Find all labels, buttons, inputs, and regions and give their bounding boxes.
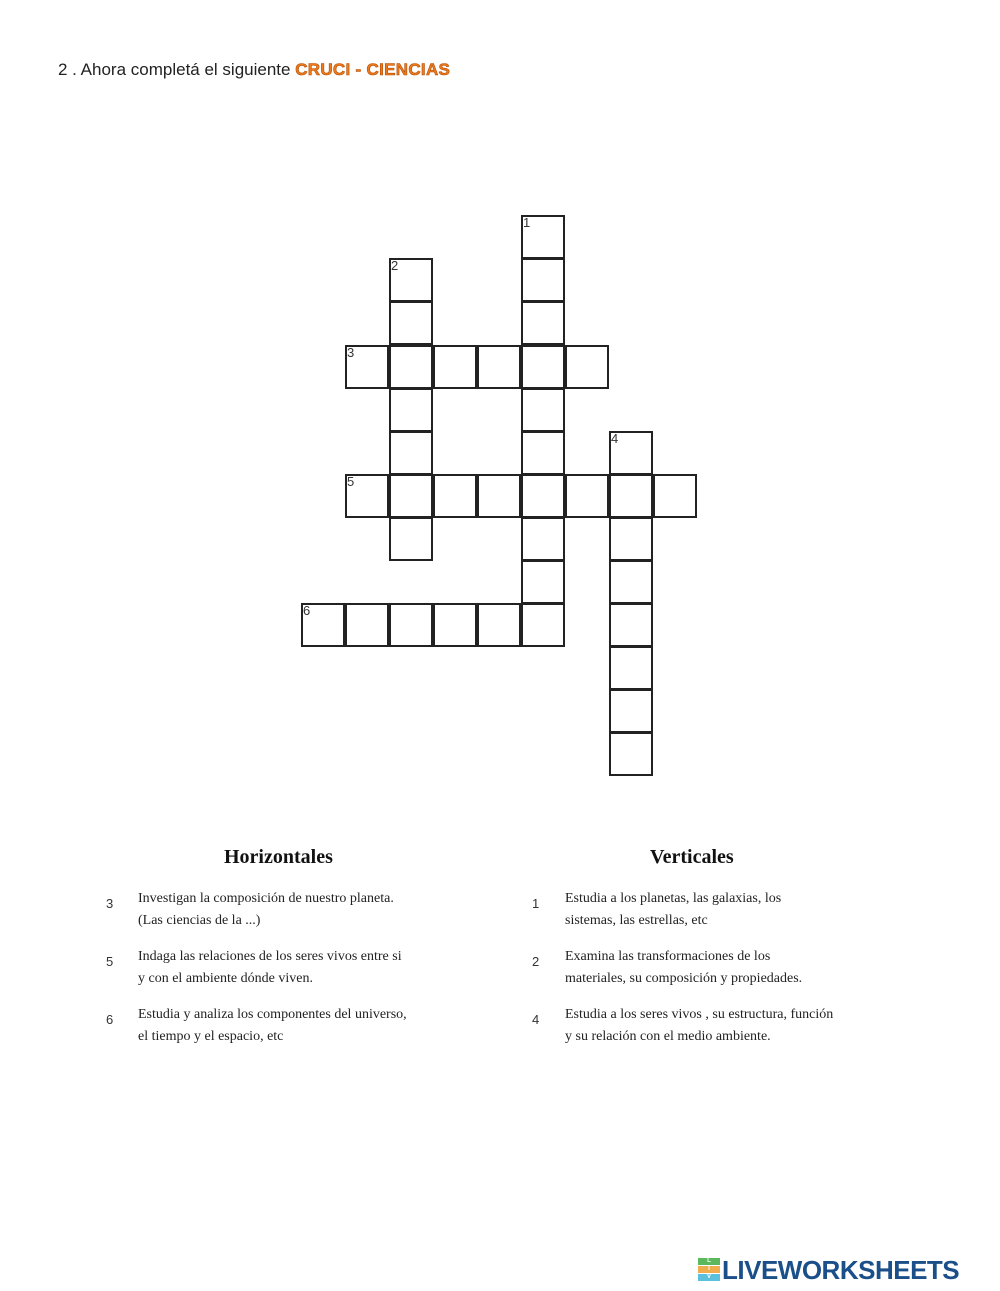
logo-text: LIVEWORKSHEETS [722,1254,960,1285]
crossword-cell[interactable] [521,388,565,432]
horizontales-heading: Horizontales [224,846,333,868]
crossword-cell[interactable] [389,258,433,302]
crossword-cell[interactable] [389,431,433,475]
clue-line: Estudia a los planetas, las galaxias, los [565,891,782,906]
clue-line: Indaga las relaciones de los seres vivos entre si [138,949,402,964]
clue-number-label: 5 [347,474,355,489]
crossword-cell[interactable] [345,474,389,518]
clue-number-label: 1 [523,215,531,230]
clue-text [565,946,802,990]
crossword-cell[interactable] [609,431,653,475]
crossword-cell[interactable] [565,474,609,518]
clue-number: 6 [106,1012,114,1027]
crossword-cell[interactable] [653,474,697,518]
clue-number: 1 [532,896,540,911]
crossword-cell[interactable] [609,732,653,776]
clue-line: Investigan la composición de nuestro planeta. [138,891,394,906]
crossword-cell[interactable] [521,215,565,259]
crossword-title-highlight: CRUCI - CIENCIAS [295,60,451,79]
instruction-text: 2 . Ahora completá el siguiente [58,60,296,79]
badge-letter: L [698,1258,720,1265]
crossword-cell[interactable] [521,301,565,345]
crossword-cell[interactable] [389,301,433,345]
crossword-cell[interactable] [477,603,521,647]
clue-number-label: 3 [347,345,355,360]
clue-number: 5 [106,954,114,969]
crossword-cell[interactable] [433,345,477,389]
crossword-cell[interactable] [301,603,345,647]
crossword-cell[interactable] [345,345,389,389]
clue-number-label: 6 [303,603,311,618]
crossword-cell[interactable] [389,388,433,432]
clue-number-label: 2 [391,258,399,273]
crossword-cell[interactable] [609,603,653,647]
verticales-heading: Verticales [650,846,734,868]
crossword-cell[interactable] [609,560,653,604]
clue-text [565,1004,833,1048]
crossword-cell[interactable] [389,474,433,518]
clue-line: y con el ambiente dónde viven. [138,971,313,986]
crossword-cell[interactable] [521,258,565,302]
clue-line: Examina las transformaciones de los [565,949,771,964]
crossword-cell[interactable] [609,474,653,518]
clue-line: Estudia y analiza los componentes del universo, [138,1007,407,1022]
clue-number: 3 [106,896,114,911]
clue-line: Estudia a los seres vivos , su estructura, función [565,1007,834,1022]
crossword-cell[interactable] [389,603,433,647]
crossword-cell[interactable] [389,345,433,389]
crossword-cell[interactable] [565,345,609,389]
clue-number-label: 4 [611,431,619,446]
crossword-cell[interactable] [345,603,389,647]
crossword-cell[interactable] [433,603,477,647]
crossword-cell[interactable] [521,603,565,647]
logo-badge-icon [698,1258,720,1282]
clue-number: 2 [532,954,540,969]
crossword-cell[interactable] [609,517,653,561]
instruction-title [58,60,450,80]
crossword-cell[interactable] [609,646,653,690]
crossword-cell[interactable] [389,517,433,561]
badge-letter: V [698,1274,720,1281]
clue-line: sistemas, las estrellas, etc [565,913,708,928]
crossword-cell[interactable] [609,689,653,733]
clue-text [138,1004,407,1048]
clue-text [138,888,394,932]
clue-text [565,888,781,932]
crossword-cell[interactable] [521,517,565,561]
clue-line: (Las ciencias de la ...) [138,913,261,928]
crossword-cell[interactable] [433,474,477,518]
crossword-cell[interactable] [521,474,565,518]
crossword-cell[interactable] [477,345,521,389]
clue-text [138,946,402,990]
clue-line: materiales, su composición y propiedades. [565,971,803,986]
clue-line: el tiempo y el espacio, etc [138,1029,284,1044]
crossword-cell[interactable] [521,431,565,475]
clue-line: y su relación con el medio ambiente. [565,1029,771,1044]
crossword-cell[interactable] [477,474,521,518]
crossword-cell[interactable] [521,560,565,604]
badge-letter: I [698,1266,720,1273]
clue-number: 4 [532,1012,540,1027]
liveworksheets-logo [698,1256,959,1284]
crossword-cell[interactable] [521,345,565,389]
